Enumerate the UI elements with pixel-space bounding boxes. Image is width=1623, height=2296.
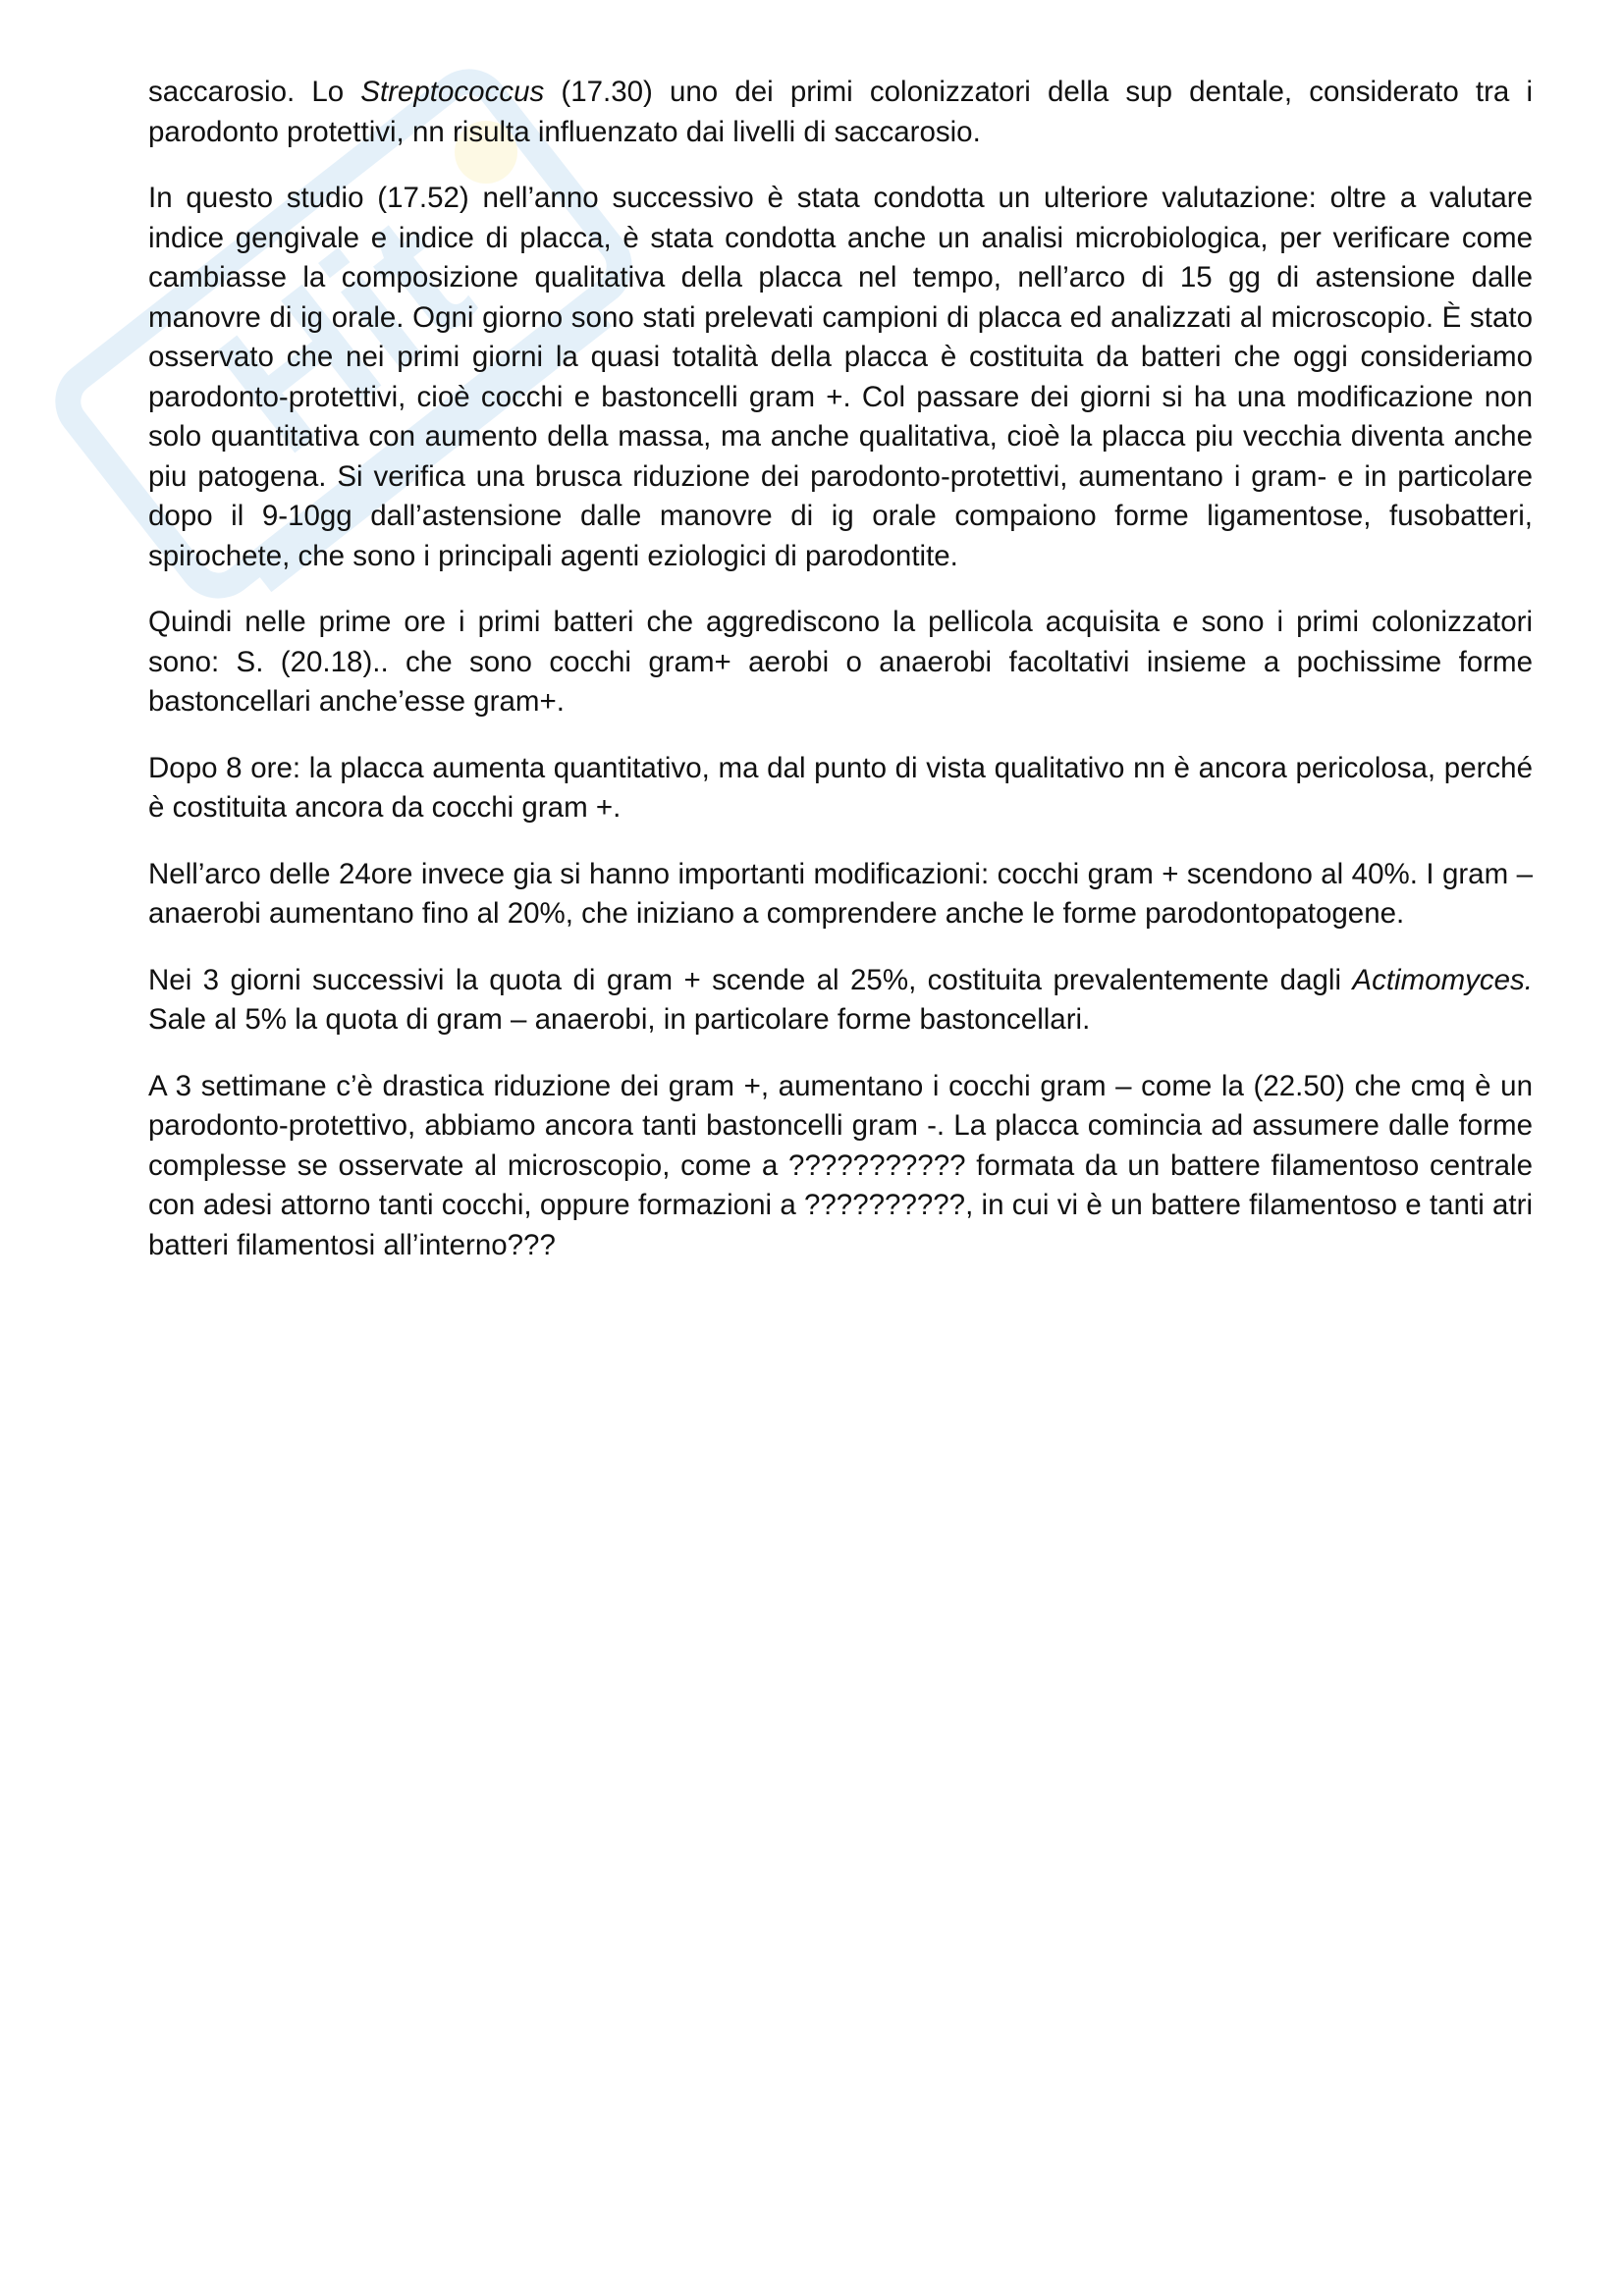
- paragraph-4: [148, 749, 1533, 828]
- paragraph-6: [148, 961, 1533, 1041]
- paragraph-text: (17.30) uno dei primi colonizzatori della sup dentale, considerato tra i parodonto protettivi, nn risulta influenzato dai livelli di saccarosio.: [148, 76, 1534, 148]
- paragraph-text: Quindi nelle prime ore i primi batteri che aggrediscono la pellicola acquisita e sono i primi colonizzatori sono: S. (20.18).. che sono cocchi gram+ aerobi o anaerobi facoltativi insieme a pochissime forme bastoncellari anche’esse gram+.: [148, 606, 1533, 718]
- paragraph-text: Sale al 5% la quota di gram – anaerobi, in particolare forme bastoncellari.: [148, 1003, 1091, 1036]
- document-body: [148, 73, 1533, 1292]
- paragraph-text: A 3 settimane c’è drastica riduzione dei gram +, aumentano i cocchi gram – come la (22.50) che cmq è un parodonto-protettivo, abbiamo ancora tanti bastoncelli gram -. La placca comincia ad assumere dalle forme complesse se osservate al microscopio, come a ??????????? formata da un battere filamentoso centrale con adesi attorno tanti cocchi, oppure formazioni a ??????????, in cui vi è un battere filamentoso e tanti atri batteri filamentosi all’interno???: [148, 1069, 1533, 1261]
- paragraph-3: [148, 603, 1533, 722]
- paragraph-text: Nei 3 giorni successivi la quota di gram + scende al 25%, costituita prevalentemente dagli: [148, 963, 1353, 996]
- paragraph-5: [148, 855, 1533, 934]
- paragraph-2: [148, 179, 1533, 576]
- svg-text:Hit: Hit: [181, 175, 507, 493]
- paragraph-7: [148, 1067, 1533, 1266]
- paragraph-text: In questo studio (17.52) nell’anno successivo è stata condotta un ulteriore valutazione: oltre a valutare indice gengivale e indice di placca, è stata condotta anche un analisi microbiologica, per verificare come cambiasse la composizione qualitativa della placca nel tempo, nell’arco di 15 gg di astensione dalle manovre di ig orale. Ogni giorno sono stati prelevati campioni di placca ed analizzati al microscopio. È stato osservato che nei primi giorni la quasi totalità della placca è costituita da batteri che oggi consideriamo parodonto-protettivi, cioè cocchi e bastoncelli gram +. Col passare dei giorni si ha una modificazione non solo quantitativa con aumento della massa, ma anche qualitativa, cioè la placca piu vecchia diventa anche piu patogena. Si verifica una brusca riduzione dei parodonto-protettivi, aumentano i gram- e in particolare dopo il 9-10gg dall’astensione dalle manovre di ig orale compaiono forme ligamentose, fusobatteri, spirochete, che sono i principali agenti eziologici di parodontite.: [148, 182, 1533, 572]
- italic-term: Actimomyces.: [1352, 963, 1533, 996]
- paragraph-1: [148, 73, 1533, 152]
- italic-term: Streptococcus: [360, 76, 545, 108]
- paragraph-text: Nell’arco delle 24ore invece gia si hanno importanti modificazioni: cocchi gram + scendono al 40%. I gram – anaerobi aumentano fino al 20%, che iniziano a comprendere anche le forme parodontopatogene.: [148, 857, 1533, 930]
- paragraph-text: Dopo 8 ore: la placca aumenta quantitativo, ma dal punto di vista qualitativo nn è ancora pericolosa, perché è costituita ancora da cocchi gram +.: [148, 751, 1533, 824]
- paragraph-text: saccarosio. Lo: [148, 76, 361, 108]
